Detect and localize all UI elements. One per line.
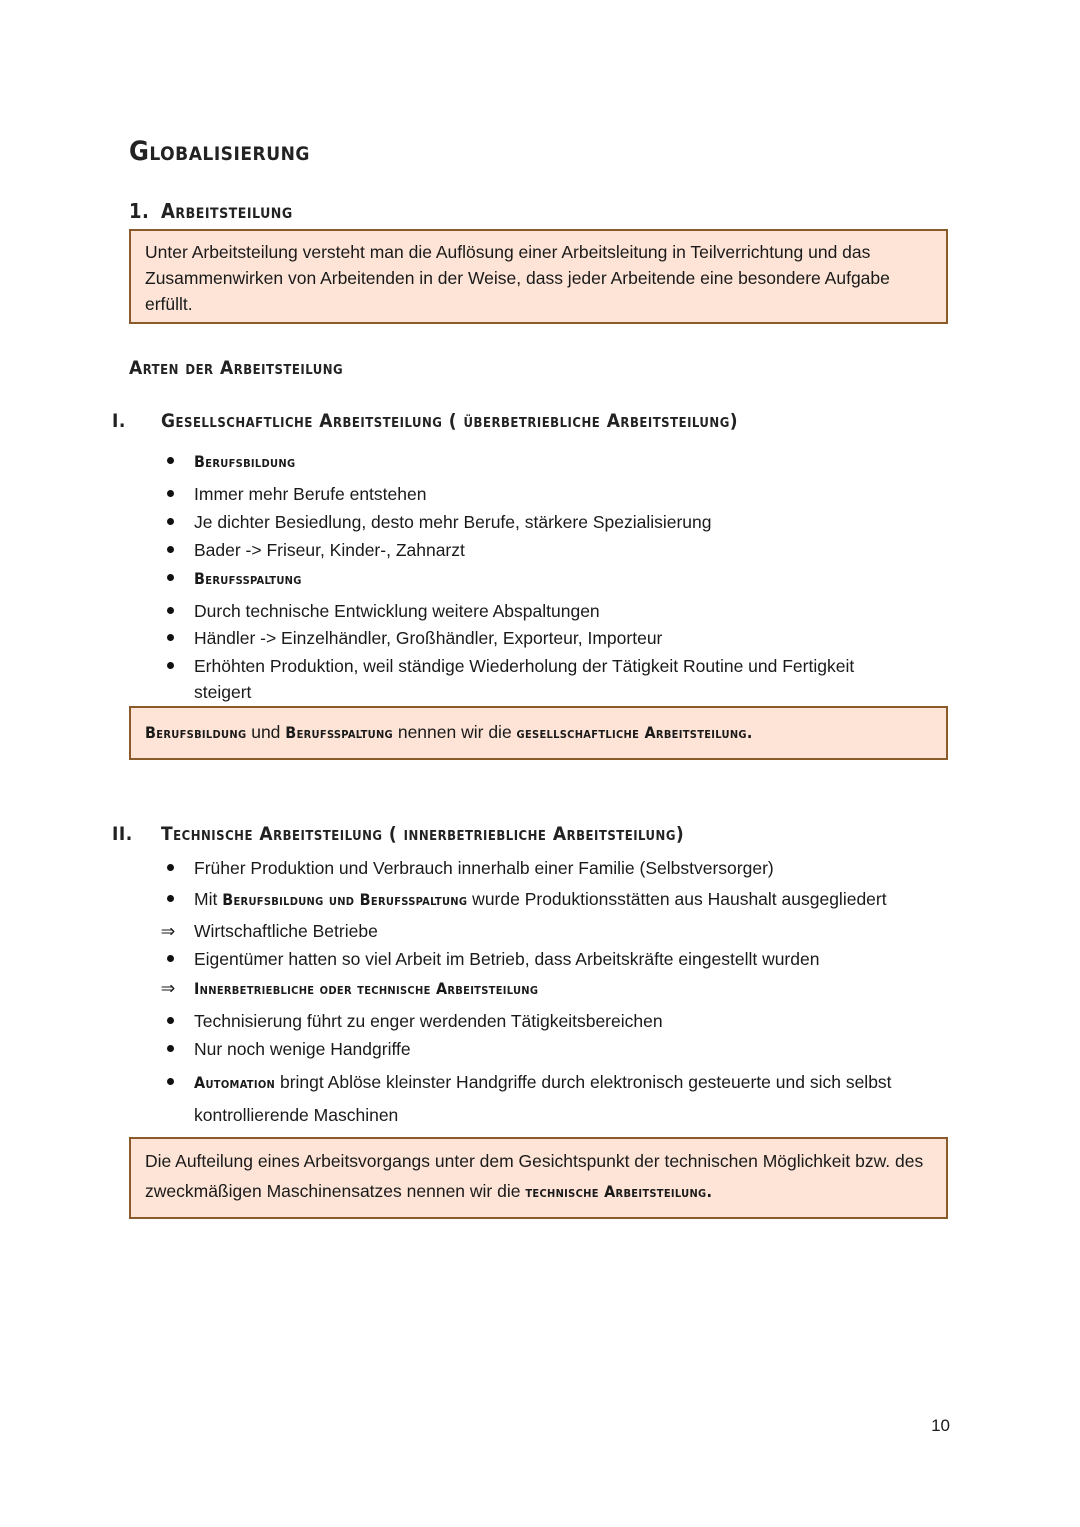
section-heading-arbeitsteilung (129, 199, 293, 223)
bullet-icon (160, 1036, 180, 1062)
bullet-icon (160, 565, 180, 591)
list-item: Nur noch wenige Handgriffe (150, 1036, 950, 1062)
bullet-icon (160, 1008, 180, 1034)
part-one-numeral: I. (112, 410, 126, 432)
list-item: Technisierung führt zu enger werdenden Tätigkeitsbereichen (150, 1008, 950, 1034)
list-item: Früher Produktion und Verbrauch innerhalb einer Familie (Selbstversorger) (150, 855, 950, 881)
part-two-heading-text: Technische Arbeitsteilung ( innerbetriebliche Arbeitsteilung) (161, 823, 685, 845)
summary-box-technisch: Die Aufteilung eines Arbeitsvorgangs unter dem Gesichtspunkt der technischen Möglichkeit bzw. des zweckmäßigen Maschinensatzes nennen wir die technische Arbeitsteilung. (129, 1137, 948, 1219)
part-one-heading-text: Gesellschaftliche Arbeitsteilung ( überbetriebliche Arbeitsteilung) (161, 410, 739, 432)
part-two-numeral: II. (112, 823, 133, 845)
page-title: Globalisierung (129, 136, 310, 167)
bullet-icon (160, 625, 180, 651)
bullet-icon (160, 886, 180, 912)
part-one-heading (112, 410, 932, 436)
bullet-icon (160, 946, 180, 972)
part-two-list (150, 855, 950, 1131)
list-item: Durch technische Entwicklung weitere Abspaltungen (150, 598, 950, 624)
arrow-right-icon: ⇒ (160, 978, 176, 998)
bullet-icon (160, 598, 180, 624)
list-item: Berufsbildung (150, 448, 950, 475)
part-one-list (150, 448, 950, 705)
bullet-icon (160, 537, 180, 563)
part-two-heading (112, 823, 932, 849)
bullet-icon (160, 509, 180, 535)
arrow-right-icon: ⇒ (160, 921, 176, 941)
list-item: Eigentümer hatten so viel Arbeit im Betrieb, dass Arbeitskräfte eingestellt wurden (150, 946, 950, 972)
list-item: Mit Berufsbildung und Berufsspaltung wurde Produktionsstätten aus Haushalt ausgegliedert (150, 886, 950, 913)
bullet-icon (160, 855, 180, 881)
definition-text: Unter Arbeitsteilung versteht man die Auflösung einer Arbeitsleitung in Teilverrichtung und das Zusammenwirken von Arbeitenden in der Weise, dass jeder Arbeitende eine besondere Aufgabe erfüllt. (145, 242, 890, 314)
list-item: Immer mehr Berufe entstehen (150, 481, 950, 507)
section-heading-text: Arbeitsteilung (161, 199, 293, 223)
list-item: Bader -> Friseur, Kinder-, Zahnarzt (150, 537, 950, 563)
list-item: Automation bringt Ablöse kleinster Handgriffe durch elektronisch gesteuerte und sich selbst kontrollierende Maschinen (150, 1066, 950, 1131)
section-number: 1. (129, 199, 150, 223)
subheading-arten: Arten der Arbeitsteilung (129, 357, 344, 379)
list-item: ⇒ Innerbetriebliche oder technische Arbeitsteilung (150, 975, 950, 1002)
list-item: Je dichter Besiedlung, desto mehr Berufe, stärkere Spezialisierung (150, 509, 950, 535)
definition-box (129, 229, 948, 324)
list-item: Erhöhten Produktion, weil ständige Wiederholung der Tätigkeit Routine und Fertigkeit steigert (150, 653, 950, 705)
summary-box-gesellschaftlich: Berufsbildung und Berufsspaltung nennen wir die gesellschaftliche Arbeitsteilung. (129, 706, 948, 760)
list-item: ⇒ Wirtschaftliche Betriebe (150, 918, 950, 944)
bullet-icon (160, 481, 180, 507)
bullet-icon (160, 653, 180, 679)
bullet-icon (160, 448, 180, 474)
list-item: Berufsspaltung (150, 565, 950, 592)
list-item: Händler -> Einzelhändler, Großhändler, Exporteur, Importeur (150, 625, 950, 651)
page-number: 10 (931, 1416, 950, 1435)
bullet-icon (160, 1066, 180, 1098)
